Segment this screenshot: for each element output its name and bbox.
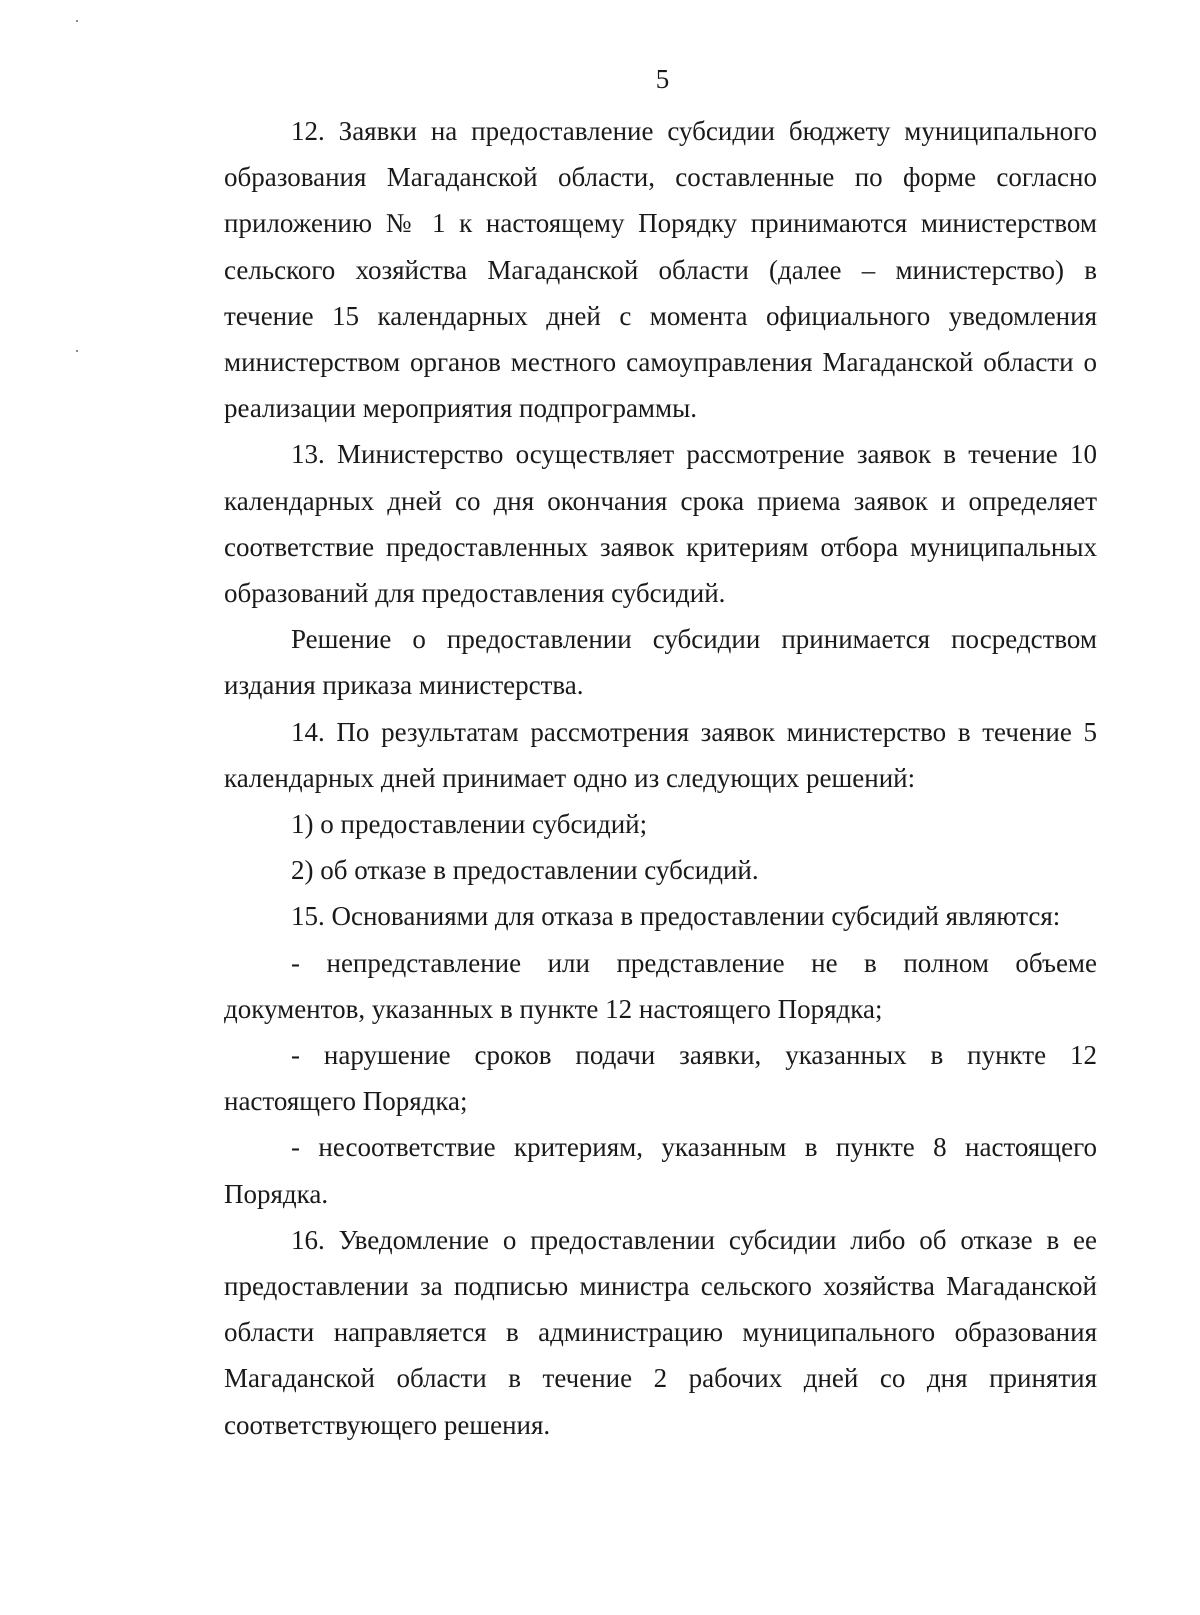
paragraph-14-item-1: 1) о предоставлении субсидий;	[291, 809, 648, 840]
paragraph-14: 14. По результатам рассмотрения заявок министерство в течение 5 календарных дней принимает одно из следующих решений:	[224, 716, 1097, 793]
page-number: 5	[655, 64, 670, 94]
paragraph-16: 16. Уведомление о предоставлении субсидии либо об отказе в ее предоставлении за подписью министра сельского хозяйства Магаданской области направляется в администрацию муниципального образования Магаданской области в течение 2 рабочих дней со дня принятия соответствующего решения.	[224, 1224, 1097, 1440]
paragraph-15-item-c: - несоответствие критериям, указанным в пункте 8 настоящего Порядка.	[224, 1132, 1097, 1209]
paragraph-15: 15. Основаниями для отказа в предоставлении субсидий являются:	[291, 901, 1061, 932]
paragraph-13: 13. Министерство осуществляет рассмотрение заявок в течение 10 календарных дней со дня окончания срока приема заявок и определяет соответствие предоставленных заявок критериям отбора муниципальных образований для предоставления субсидий.	[224, 439, 1097, 609]
paragraph-13-decision: Решение о предоставлении субсидии принимается посредством издания приказа министерства.	[224, 624, 1097, 701]
paragraph-15-item-b: - нарушение сроков подачи заявки, указанных в пункте 12 настоящего Порядка;	[224, 1040, 1097, 1117]
paragraph-14-item-2: 2) об отказе в предоставлении субсидий.	[291, 855, 759, 886]
document-body	[224, 108, 1097, 1448]
paragraph-15-item-a: - непредставление или представление не в полном объеме документов, указанных в пункте 12 настоящего Порядка;	[224, 947, 1097, 1024]
paragraph-12: 12. Заявки на предоставление субсидии бюджету муниципального образования Магаданской области, составленные по форме согласно приложению № 1 к настоящему Порядку принимаются министерством сельского хозяйства Магаданской области (далее – министерство) в течение 15 календарных дней с момента официального уведомления министерством органов местного самоуправления Магаданской области о реализации мероприятия подпрограммы.	[224, 116, 1097, 424]
scan-speck	[76, 350, 78, 352]
scan-speck	[76, 20, 78, 22]
